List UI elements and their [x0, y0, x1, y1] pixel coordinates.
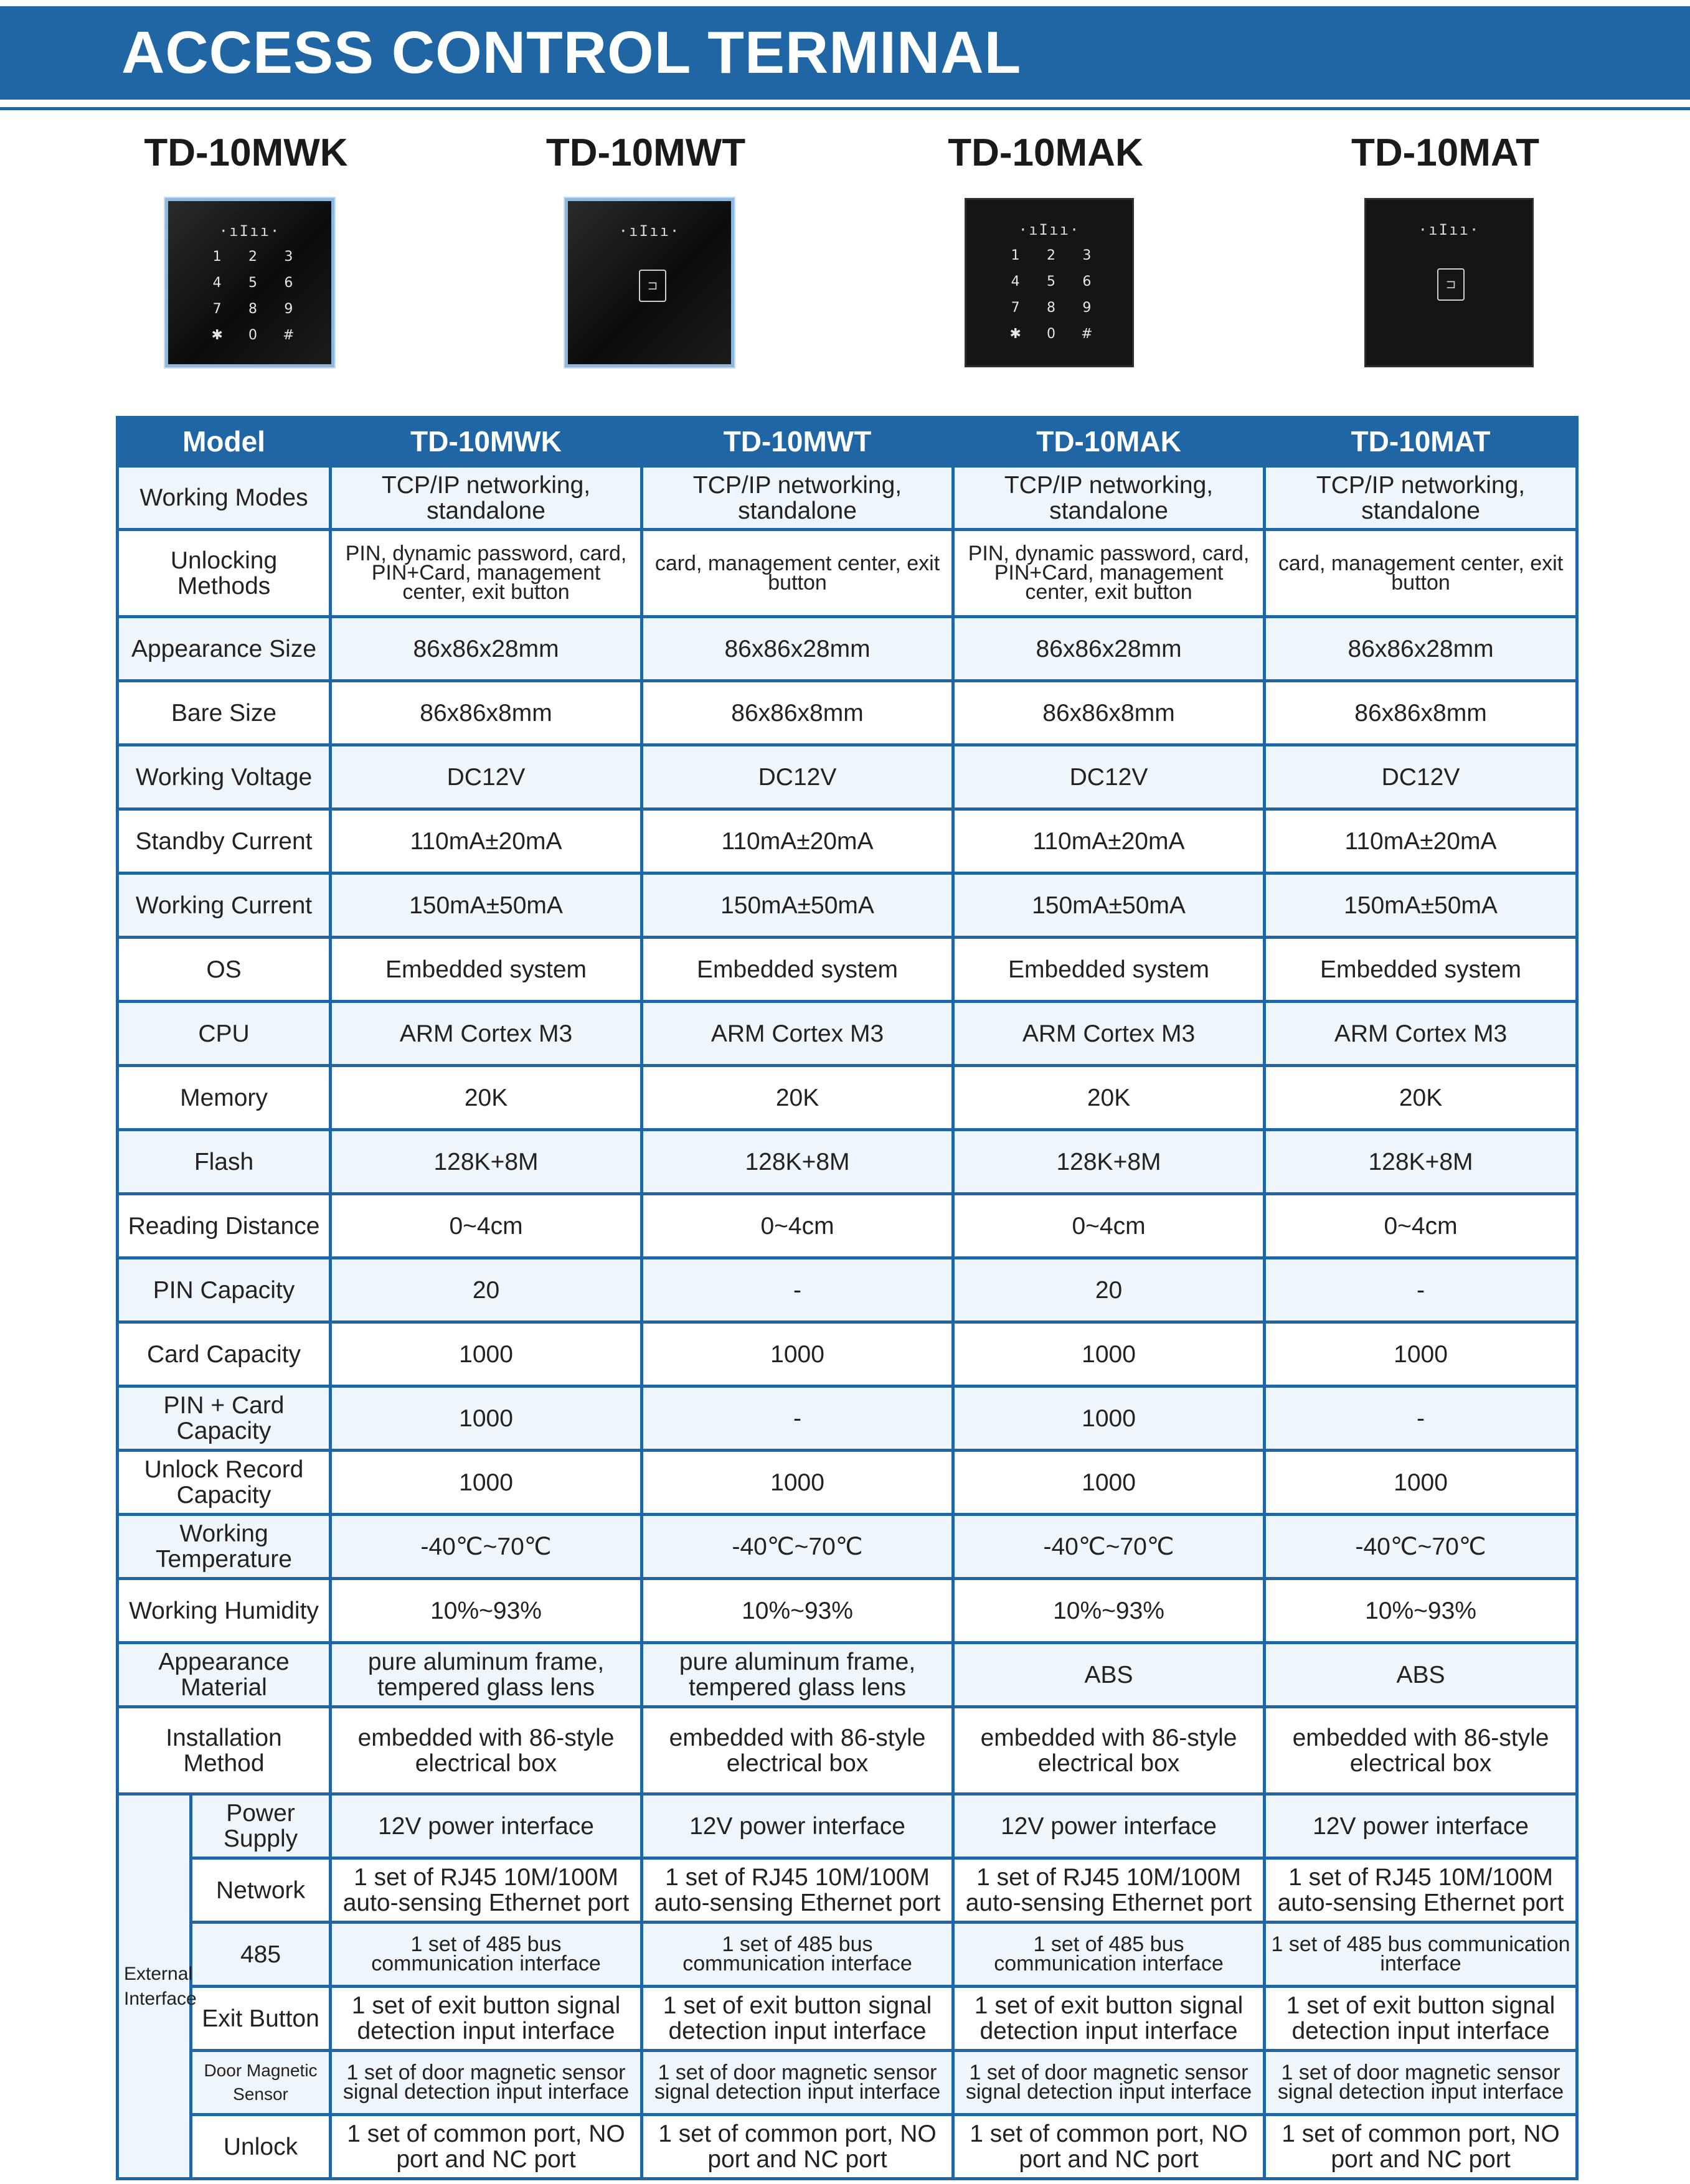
spec-value: 86x86x8mm — [1265, 681, 1577, 745]
spec-value: embedded with 86-style electrical box — [1265, 1707, 1577, 1794]
indicator-icon: ·ıIıı· — [1418, 221, 1480, 238]
column-header: TD-10MWT — [642, 418, 953, 466]
row-label: PIN + Card Capacity — [118, 1386, 331, 1451]
product-td-10mak — [871, 131, 1220, 380]
key: 1 — [1011, 248, 1020, 263]
spec-value: 1 set of door magnetic sensor signal detection input interface — [642, 2051, 953, 2115]
spec-value: 128K+8M — [642, 1130, 953, 1194]
product-name: TD-10MAK — [948, 131, 1143, 174]
keypad — [998, 247, 1105, 343]
spec-value: 150mA±50mA — [331, 873, 642, 938]
spec-value: ARM Cortex M3 — [1265, 1002, 1577, 1066]
spec-value: Embedded system — [331, 938, 642, 1002]
spec-value: pure aluminum frame, tempered glass lens — [642, 1643, 953, 1707]
key: ✱ — [1009, 326, 1021, 342]
key: 7 — [212, 301, 222, 317]
spec-value: card, management center, exit button — [1265, 530, 1577, 617]
spec-value: 12V power interface — [331, 1794, 642, 1858]
spec-value: TCP/IP networking, standalone — [953, 466, 1265, 530]
spec-value: 10%~93% — [331, 1579, 642, 1643]
device-card-reader-image — [565, 198, 734, 367]
table-row — [118, 466, 1577, 530]
spec-value: TCP/IP networking, standalone — [1265, 466, 1577, 530]
spec-value: 1 set of 485 bus communication interface — [1265, 1923, 1577, 1987]
spec-value: 1 set of exit button signal detection input interface — [953, 1987, 1265, 2051]
table-row — [118, 1858, 1577, 1923]
spec-value: 110mA±20mA — [1265, 809, 1577, 873]
spec-value: DC12V — [642, 745, 953, 809]
spec-value: - — [1265, 1258, 1577, 1322]
key: 4 — [1011, 274, 1020, 289]
spec-value: 20K — [1265, 1066, 1577, 1130]
key: 4 — [212, 275, 222, 291]
row-label: CPU — [118, 1002, 331, 1066]
spec-value: 1 set of exit button signal detection input interface — [331, 1987, 642, 2051]
table-row — [118, 617, 1577, 681]
table-row — [118, 1258, 1577, 1322]
row-label: Bare Size — [118, 681, 331, 745]
spec-value: embedded with 86-style electrical box — [642, 1707, 953, 1794]
spec-value: 86x86x28mm — [953, 617, 1265, 681]
table-row — [118, 1002, 1577, 1066]
spec-value: DC12V — [331, 745, 642, 809]
spec-value: 1000 — [642, 1322, 953, 1386]
column-header: TD-10MAK — [953, 418, 1265, 466]
spec-value: 128K+8M — [1265, 1130, 1577, 1194]
row-label: Working Temperature — [118, 1515, 331, 1579]
table-row — [118, 1130, 1577, 1194]
spec-value: - — [642, 1258, 953, 1322]
column-header: TD-10MAT — [1265, 418, 1577, 466]
card-reader-icon: ⊐ — [1437, 268, 1465, 301]
column-header: Model — [118, 418, 331, 466]
row-label: Flash — [118, 1130, 331, 1194]
key: 2 — [1046, 248, 1055, 263]
key: ✱ — [211, 327, 223, 343]
key: 5 — [1046, 274, 1055, 289]
spec-value: pure aluminum frame, tempered glass lens — [331, 1643, 642, 1707]
spec-value: embedded with 86-style electrical box — [953, 1707, 1265, 1794]
key: 6 — [1082, 274, 1092, 289]
sub-row-label: Network — [191, 1858, 331, 1923]
product-name: TD-10MWK — [144, 131, 348, 174]
spec-value: 1 set of door magnetic sensor signal detection input interface — [953, 2051, 1265, 2115]
sub-row-label: Unlock — [191, 2115, 331, 2179]
spec-value: 1 set of door magnetic sensor signal detection input interface — [1265, 2051, 1577, 2115]
sub-row-label: Door Magnetic Sensor — [191, 2051, 331, 2115]
row-label: Installation Method — [118, 1707, 331, 1794]
key: 8 — [248, 301, 257, 317]
spec-value: PIN, dynamic password, card, PIN+Card, management center, exit button — [331, 530, 642, 617]
table-row — [118, 1923, 1577, 1987]
indicator-icon: ·ıIıı· — [618, 222, 681, 240]
table-row — [118, 873, 1577, 938]
spec-value: 1000 — [1265, 1322, 1577, 1386]
table-row — [118, 2051, 1577, 2115]
spec-value: 1 set of door magnetic sensor signal detection input interface — [331, 2051, 642, 2115]
row-label: Unlocking Methods — [118, 530, 331, 617]
spec-value: 10%~93% — [953, 1579, 1265, 1643]
table-row — [118, 1987, 1577, 2051]
spec-value: - — [1265, 1386, 1577, 1451]
spec-value: 1000 — [953, 1386, 1265, 1451]
table-row — [118, 1066, 1577, 1130]
spec-value: 1000 — [331, 1386, 642, 1451]
device-keypad-image — [165, 198, 334, 367]
spec-value: 110mA±20mA — [331, 809, 642, 873]
spec-value: -40℃~70℃ — [642, 1515, 953, 1579]
spec-value: 20 — [953, 1258, 1265, 1322]
spec-value: ABS — [1265, 1643, 1577, 1707]
page-title: ACCESS CONTROL TERMINAL — [121, 19, 1022, 86]
row-label: Unlock Record Capacity — [118, 1451, 331, 1515]
row-label: Appearance Material — [118, 1643, 331, 1707]
title-divider — [0, 107, 1690, 110]
spec-value: 1 set of common port, NO port and NC port — [953, 2115, 1265, 2179]
spec-value: 86x86x28mm — [642, 617, 953, 681]
product-td-10mwk — [72, 131, 420, 380]
spec-value: embedded with 86-style electrical box — [331, 1707, 642, 1794]
table-row — [118, 1194, 1577, 1258]
row-label: Appearance Size — [118, 617, 331, 681]
sub-row-label: Exit Button — [191, 1987, 331, 2051]
row-label: Working Modes — [118, 466, 331, 530]
spec-value: 1 set of common port, NO port and NC port — [642, 2115, 953, 2179]
spec-value: TCP/IP networking, standalone — [331, 466, 642, 530]
table-row — [118, 1707, 1577, 1794]
spec-value: 86x86x8mm — [953, 681, 1265, 745]
table-row — [118, 938, 1577, 1002]
product-name: TD-10MWT — [545, 131, 746, 174]
key: 6 — [284, 275, 293, 291]
spec-value: 0~4cm — [1265, 1194, 1577, 1258]
spec-value: 1 set of RJ45 10M/100M auto-sensing Ethernet port — [642, 1858, 953, 1923]
spec-value: 86x86x28mm — [331, 617, 642, 681]
key: 8 — [1046, 300, 1055, 316]
keypad — [199, 248, 306, 344]
key: 1 — [212, 249, 222, 265]
device-card-reader-image — [1364, 198, 1534, 367]
spec-value: 86x86x8mm — [331, 681, 642, 745]
spec-value: 12V power interface — [642, 1794, 953, 1858]
row-label: Working Current — [118, 873, 331, 938]
spec-value: Embedded system — [1265, 938, 1577, 1002]
row-label: Reading Distance — [118, 1194, 331, 1258]
spec-value: ARM Cortex M3 — [331, 1002, 642, 1066]
row-label: OS — [118, 938, 331, 1002]
table-row — [118, 1579, 1577, 1643]
spec-value: 1000 — [642, 1451, 953, 1515]
spec-value: 1000 — [953, 1451, 1265, 1515]
spec-value: 1 set of RJ45 10M/100M auto-sensing Ethernet port — [331, 1858, 642, 1923]
key: 2 — [248, 249, 257, 265]
key: 3 — [1082, 248, 1092, 263]
spec-value: 1000 — [1265, 1451, 1577, 1515]
spec-table — [116, 416, 1579, 2180]
device-keypad-image — [965, 198, 1134, 367]
spec-value: - — [642, 1386, 953, 1451]
spec-value: ARM Cortex M3 — [642, 1002, 953, 1066]
table-row — [118, 1322, 1577, 1386]
spec-value: 12V power interface — [1265, 1794, 1577, 1858]
key: 7 — [1011, 300, 1020, 316]
spec-value: -40℃~70℃ — [953, 1515, 1265, 1579]
spec-value: Embedded system — [953, 938, 1265, 1002]
spec-value: 1 set of exit button signal detection input interface — [642, 1987, 953, 2051]
spec-value: ARM Cortex M3 — [953, 1002, 1265, 1066]
spec-value: 128K+8M — [953, 1130, 1265, 1194]
table-row — [118, 681, 1577, 745]
spec-value: DC12V — [953, 745, 1265, 809]
spec-value: ABS — [953, 1643, 1265, 1707]
key: 5 — [248, 275, 257, 291]
spec-value: 1 set of 485 bus communication interface — [642, 1923, 953, 1987]
spec-value: 1 set of common port, NO port and NC port — [1265, 2115, 1577, 2179]
spec-value: 1 set of RJ45 10M/100M auto-sensing Ethernet port — [1265, 1858, 1577, 1923]
spec-value: 0~4cm — [953, 1194, 1265, 1258]
spec-value: 128K+8M — [331, 1130, 642, 1194]
external-interface-group-label: External Interface — [118, 1794, 191, 2179]
spec-value: 20K — [331, 1066, 642, 1130]
spec-value: 110mA±20mA — [642, 809, 953, 873]
spec-value: 20K — [642, 1066, 953, 1130]
spec-value: 0~4cm — [642, 1194, 953, 1258]
spec-value: 0~4cm — [331, 1194, 642, 1258]
table-row — [118, 745, 1577, 809]
spec-value: 86x86x8mm — [642, 681, 953, 745]
spec-value: DC12V — [1265, 745, 1577, 809]
column-header: TD-10MWK — [331, 418, 642, 466]
key: 9 — [284, 301, 293, 317]
spec-value: 20 — [331, 1258, 642, 1322]
spec-value: 10%~93% — [642, 1579, 953, 1643]
spec-value: -40℃~70℃ — [1265, 1515, 1577, 1579]
title-banner — [0, 6, 1690, 100]
spec-value: 1000 — [331, 1322, 642, 1386]
spec-value: Embedded system — [642, 938, 953, 1002]
spec-value: 1 set of 485 bus communication interface — [331, 1923, 642, 1987]
spec-value: 1000 — [331, 1451, 642, 1515]
spec-value: 1000 — [953, 1322, 1265, 1386]
table-row — [118, 1386, 1577, 1451]
table-header-row — [118, 418, 1577, 466]
spec-value: 10%~93% — [1265, 1579, 1577, 1643]
row-label: Working Voltage — [118, 745, 331, 809]
indicator-icon: ·ıIıı· — [1018, 221, 1080, 238]
spec-value: PIN, dynamic password, card, PIN+Card, management center, exit button — [953, 530, 1265, 617]
row-label: Card Capacity — [118, 1322, 331, 1386]
key: 0 — [248, 327, 257, 343]
card-reader-icon: ⊐ — [639, 270, 666, 302]
row-label: Memory — [118, 1066, 331, 1130]
key: 3 — [284, 249, 293, 265]
sub-row-label: 485 — [191, 1923, 331, 1987]
spec-value: 1 set of common port, NO port and NC port — [331, 2115, 642, 2179]
spec-value: 12V power interface — [953, 1794, 1265, 1858]
sub-row-label: Power Supply — [191, 1794, 331, 1858]
spec-value: 20K — [953, 1066, 1265, 1130]
spec-value: 1 set of exit button signal detection input interface — [1265, 1987, 1577, 2051]
table-row — [118, 1515, 1577, 1579]
spec-value: 110mA±20mA — [953, 809, 1265, 873]
spec-value: 1 set of 485 bus communication interface — [953, 1923, 1265, 1987]
key: 9 — [1082, 300, 1092, 316]
spec-value: 150mA±50mA — [953, 873, 1265, 938]
row-label: Standby Current — [118, 809, 331, 873]
key: 0 — [1046, 326, 1055, 342]
key: # — [1081, 326, 1093, 342]
product-name: TD-10MAT — [1351, 131, 1539, 174]
spec-value: 86x86x28mm — [1265, 617, 1577, 681]
spec-value: TCP/IP networking, standalone — [642, 466, 953, 530]
spec-value: 150mA±50mA — [642, 873, 953, 938]
indicator-icon: ·ıIıı· — [219, 222, 281, 240]
spec-value: -40℃~70℃ — [331, 1515, 642, 1579]
table-row — [118, 1643, 1577, 1707]
key: # — [283, 327, 295, 343]
table-row — [118, 1794, 1577, 1858]
table-row — [118, 1451, 1577, 1515]
spec-value: 1 set of RJ45 10M/100M auto-sensing Ethernet port — [953, 1858, 1265, 1923]
spec-value: 150mA±50mA — [1265, 873, 1577, 938]
product-td-10mwt — [471, 131, 820, 380]
product-td-10mat — [1271, 131, 1620, 380]
table-row — [118, 530, 1577, 617]
row-label: Working Humidity — [118, 1579, 331, 1643]
row-label: PIN Capacity — [118, 1258, 331, 1322]
table-row — [118, 809, 1577, 873]
spec-value: card, management center, exit button — [642, 530, 953, 617]
table-row — [118, 2115, 1577, 2179]
